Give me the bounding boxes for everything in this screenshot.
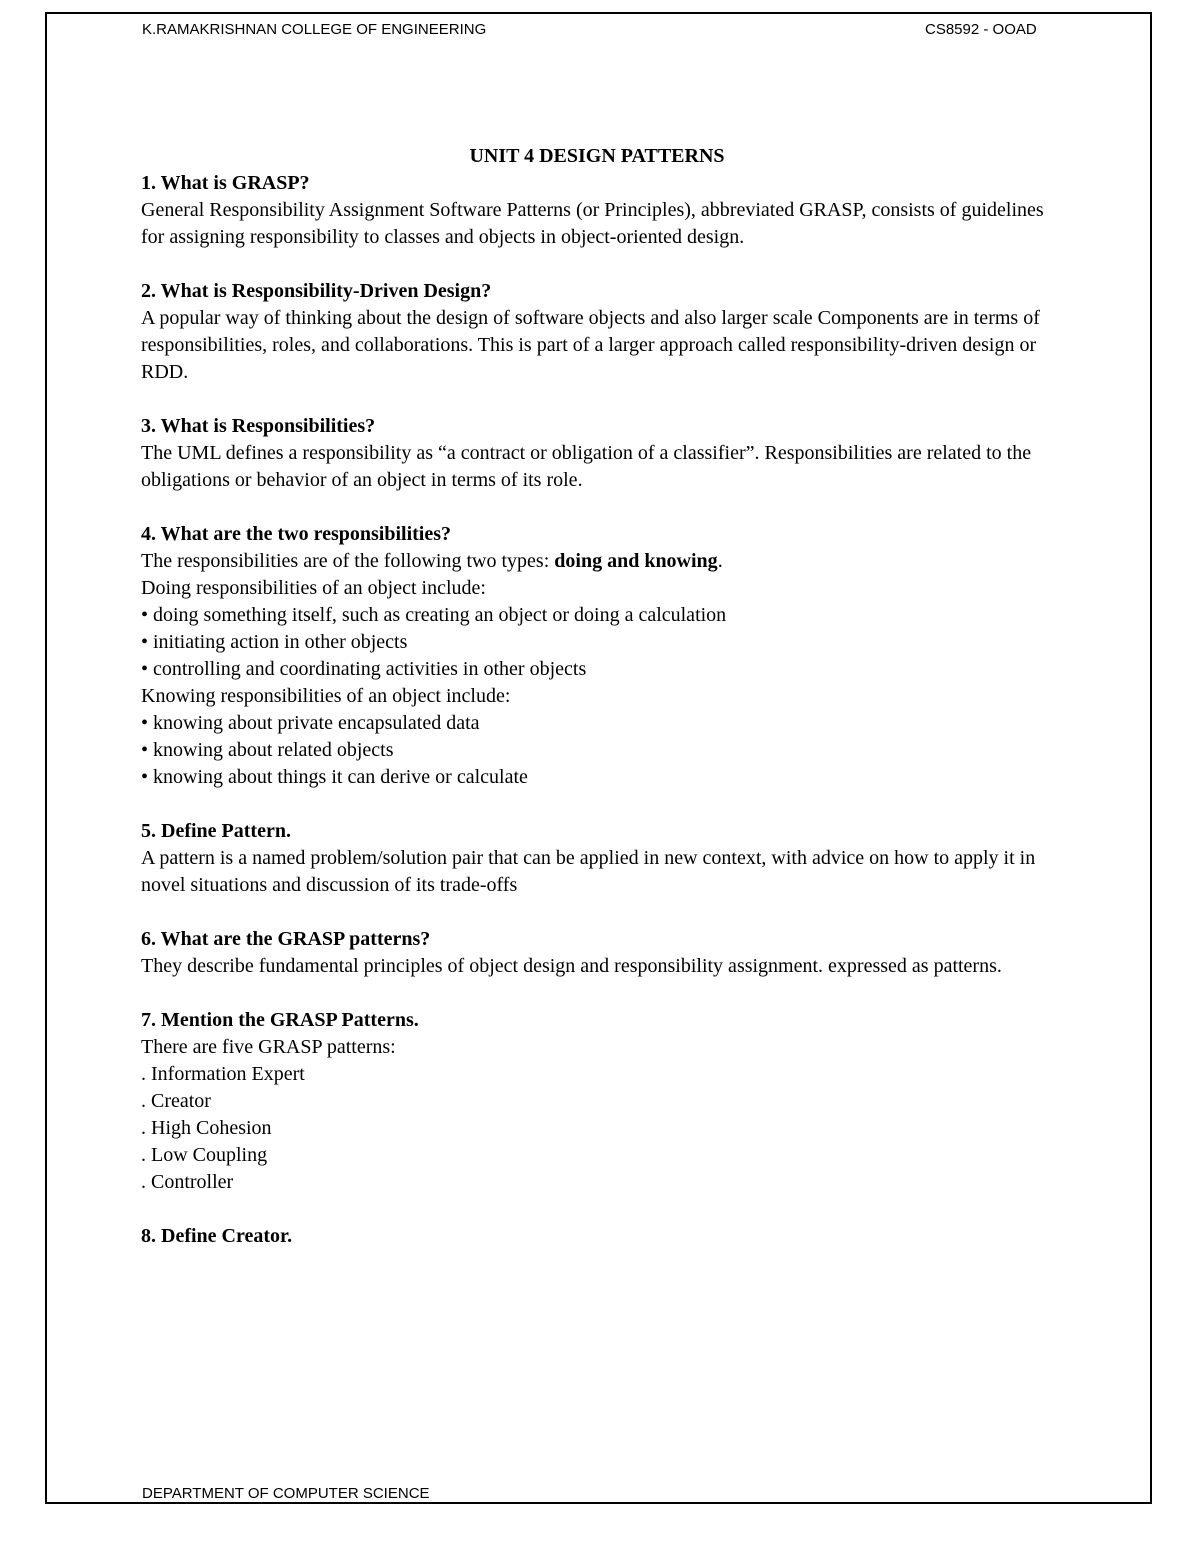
question-3: 3. What is Responsibilities? xyxy=(141,415,376,437)
answer-6: They describe fundamental principles of object design and responsibility assignment. expressed as patterns. xyxy=(141,955,1002,977)
unit-title: UNIT 4 DESIGN PATTERNS xyxy=(469,145,725,167)
grasp-pattern-item: . Creator xyxy=(141,1090,211,1112)
answer-4-intro-text: The responsibilities are of the following two types: xyxy=(141,550,555,572)
answer-4-intro-bold: doing and knowing xyxy=(554,550,718,572)
grasp-pattern-item: . Low Coupling xyxy=(141,1144,268,1166)
knowing-item: • knowing about things it can derive or calculate xyxy=(141,766,528,788)
doing-item: • controlling and coordinating activities in other objects xyxy=(141,658,587,680)
document-body xyxy=(141,143,1071,1250)
header-course-code: CS8592 - OOAD xyxy=(925,21,1037,38)
knowing-heading: Knowing responsibilities of an object include: xyxy=(141,685,511,707)
question-6: 6. What are the GRASP patterns? xyxy=(141,928,431,950)
question-4: 4. What are the two responsibilities? xyxy=(141,523,452,545)
answer-4-intro-end: . xyxy=(717,550,723,572)
grasp-pattern-item: . Controller xyxy=(141,1171,234,1193)
knowing-item: • knowing about private encapsulated data xyxy=(141,712,480,734)
grasp-pattern-item: . Information Expert xyxy=(141,1063,305,1085)
grasp-pattern-item: . High Cohesion xyxy=(141,1117,272,1139)
question-7: 7. Mention the GRASP Patterns. xyxy=(141,1009,419,1031)
answer-2: A popular way of thinking about the design of software objects and also larger scale Components are in terms of responsibilities, roles, and collaborations. This is part of a larger approach called responsibility-driven design or RDD. xyxy=(141,307,1040,383)
header-college-name: K.RAMAKRISHNAN COLLEGE OF ENGINEERING xyxy=(142,21,487,38)
question-2: 2. What is Responsibility-Driven Design? xyxy=(141,280,492,302)
doing-item: • initiating action in other objects xyxy=(141,631,408,653)
answer-7-intro: There are five GRASP patterns: xyxy=(141,1036,396,1058)
answer-5: A pattern is a named problem/solution pair that can be applied in new context, with advice on how to apply it in novel situations and discussion of its trade-offs xyxy=(141,847,1036,896)
doing-heading: Doing responsibilities of an object include: xyxy=(141,577,486,599)
question-8: 8. Define Creator. xyxy=(141,1225,293,1247)
footer-department: DEPARTMENT OF COMPUTER SCIENCE xyxy=(142,1485,430,1502)
knowing-item: • knowing about related objects xyxy=(141,739,394,761)
doing-item: • doing something itself, such as creating an object or doing a calculation xyxy=(141,604,727,626)
answer-3: The UML defines a responsibility as “a contract or obligation of a classifier”. Responsibilities are related to the obligations or behavior of an object in terms of its role. xyxy=(141,442,1032,491)
answer-4-intro xyxy=(141,548,1071,575)
answer-1: General Responsibility Assignment Software Patterns (or Principles), abbreviated GRASP, consists of guidelines for assigning responsibility to classes and objects in object-oriented design. xyxy=(141,199,1044,248)
question-1: 1. What is GRASP? xyxy=(141,172,310,194)
question-5: 5. Define Pattern. xyxy=(141,820,291,842)
